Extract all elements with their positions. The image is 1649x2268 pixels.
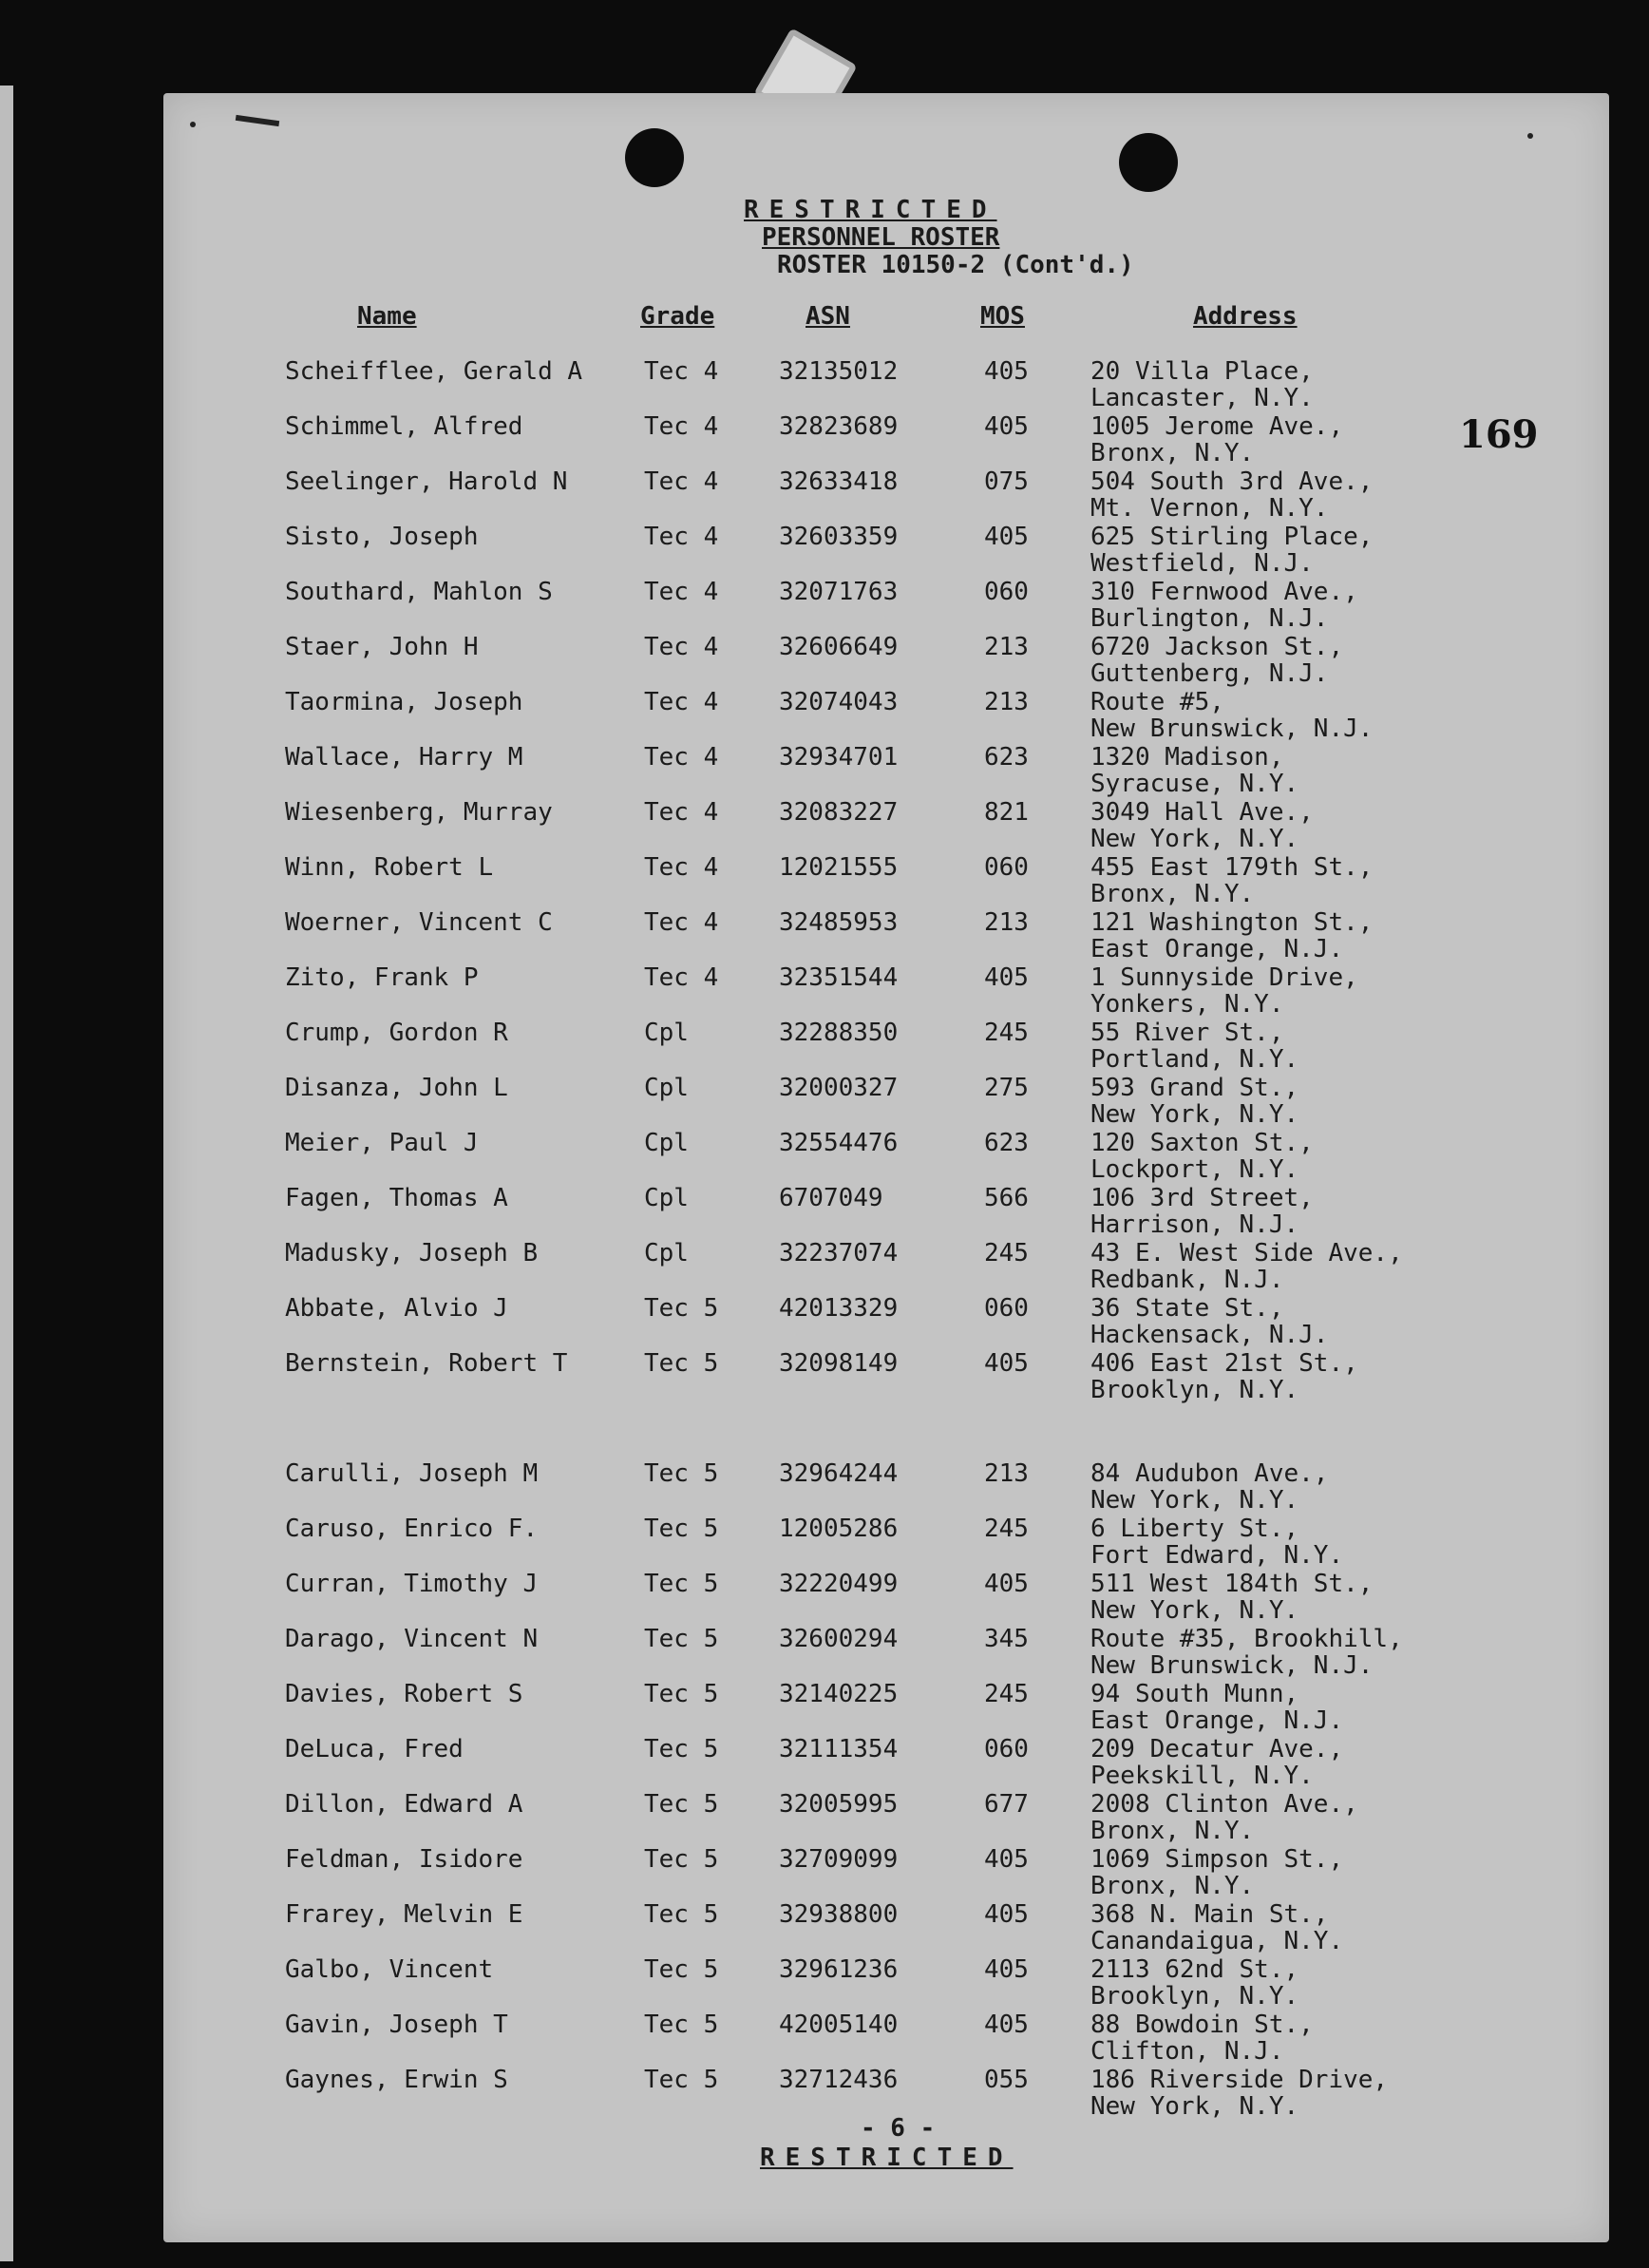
cell-name: Dillon, Edward A <box>285 1790 523 1819</box>
cell-addr2: Guttenberg, N.J. <box>1090 659 1329 688</box>
cell-name: Zito, Frank P <box>285 963 479 992</box>
cell-grade: Tec 4 <box>644 853 719 882</box>
cell-addr2: Brooklyn, N.Y. <box>1090 1376 1299 1404</box>
cell-addr2: Clifton, N.J. <box>1090 2037 1284 2066</box>
cell-addr1: 20 Villa Place, <box>1090 357 1314 386</box>
cell-mos: 060 <box>984 1735 1029 1763</box>
cell-mos: 623 <box>984 743 1029 772</box>
cell-grade: Tec 4 <box>644 578 719 606</box>
cell-addr2: New York, N.Y. <box>1090 825 1299 853</box>
cell-mos: 623 <box>984 1129 1029 1157</box>
cell-asn: 32220499 <box>779 1570 899 1598</box>
cell-mos: 405 <box>984 1570 1029 1598</box>
cell-grade: Tec 4 <box>644 798 719 827</box>
cell-grade: Tec 5 <box>644 1515 719 1543</box>
cell-name: Bernstein, Robert T <box>285 1349 568 1378</box>
cell-addr1: 310 Fernwood Ave., <box>1090 578 1358 606</box>
cell-addr1: 94 South Munn, <box>1090 1680 1299 1708</box>
cell-asn: 32964244 <box>779 1459 899 1488</box>
cell-addr1: 43 E. West Side Ave., <box>1090 1239 1403 1267</box>
cell-asn: 32111354 <box>779 1735 899 1763</box>
cell-mos: 405 <box>984 1955 1029 1984</box>
cell-addr1: 1069 Simpson St., <box>1090 1845 1344 1874</box>
cell-addr1: 120 Saxton St., <box>1090 1129 1314 1157</box>
cell-mos: 275 <box>984 1074 1029 1102</box>
cell-mos: 060 <box>984 1294 1029 1323</box>
cell-addr1: 1005 Jerome Ave., <box>1090 412 1344 441</box>
cell-asn: 32083227 <box>779 798 899 827</box>
table-row <box>0 412 1649 467</box>
cell-addr1: Route #5, <box>1090 688 1224 716</box>
column-header-grade: Grade <box>640 302 715 331</box>
table-row <box>0 1019 1649 1074</box>
cell-name: Southard, Mahlon S <box>285 578 553 606</box>
table-row <box>0 688 1649 743</box>
cell-asn: 32074043 <box>779 688 899 716</box>
cell-mos: 245 <box>984 1680 1029 1708</box>
cell-mos: 213 <box>984 633 1029 661</box>
cell-asn: 32005995 <box>779 1790 899 1819</box>
cell-name: Wallace, Harry M <box>285 743 523 772</box>
cell-addr1: 186 Riverside Drive, <box>1090 2066 1389 2094</box>
cell-addr2: East Orange, N.J. <box>1090 935 1344 963</box>
cell-addr2: Lancaster, N.Y. <box>1090 384 1314 412</box>
cell-addr1: 6720 Jackson St., <box>1090 633 1344 661</box>
cell-addr2: Mt. Vernon, N.Y. <box>1090 494 1329 523</box>
cell-addr2: New York, N.Y. <box>1090 2092 1299 2121</box>
cell-name: Meier, Paul J <box>285 1129 479 1157</box>
cell-addr1: 2008 Clinton Ave., <box>1090 1790 1358 1819</box>
cell-mos: 405 <box>984 523 1029 551</box>
table-row <box>0 853 1649 908</box>
cell-addr2: Bronx, N.Y. <box>1090 1872 1255 1900</box>
cell-grade: Tec 5 <box>644 1955 719 1984</box>
cell-grade: Tec 4 <box>644 412 719 441</box>
cell-addr1: 84 Audubon Ave., <box>1090 1459 1329 1488</box>
cell-mos: 566 <box>984 1184 1029 1212</box>
cell-name: Davies, Robert S <box>285 1680 523 1708</box>
cell-addr1: 88 Bowdoin St., <box>1090 2011 1314 2039</box>
table-row <box>0 1294 1649 1349</box>
table-row <box>0 633 1649 688</box>
cell-name: Disanza, John L <box>285 1074 508 1102</box>
cell-addr2: Harrison, N.J. <box>1090 1210 1299 1239</box>
cell-grade: Tec 5 <box>644 2011 719 2039</box>
page-stamp-number: 169 <box>1459 412 1539 457</box>
table-row <box>0 1790 1649 1845</box>
cell-grade: Tec 5 <box>644 1570 719 1598</box>
cell-addr2: Yonkers, N.Y. <box>1090 990 1284 1019</box>
cell-asn: 32934701 <box>779 743 899 772</box>
cell-addr1: 36 State St., <box>1090 1294 1284 1323</box>
cell-mos: 677 <box>984 1790 1029 1819</box>
cell-addr1: 593 Grand St., <box>1090 1074 1299 1102</box>
cell-addr2: Redbank, N.J. <box>1090 1266 1284 1294</box>
cell-asn: 32098149 <box>779 1349 899 1378</box>
column-header-name: Name <box>357 302 417 331</box>
table-row <box>0 578 1649 633</box>
cell-addr2: Syracuse, N.Y. <box>1090 770 1299 798</box>
cell-grade: Cpl <box>644 1184 689 1212</box>
cell-grade: Tec 5 <box>644 1349 719 1378</box>
cell-addr2: Fort Edward, N.Y. <box>1090 1541 1344 1570</box>
column-header-asn: ASN <box>806 302 850 331</box>
cell-addr2: New York, N.Y. <box>1090 1100 1299 1129</box>
cell-name: Crump, Gordon R <box>285 1019 508 1047</box>
table-row <box>0 467 1649 523</box>
cell-asn: 32071763 <box>779 578 899 606</box>
cell-asn: 32600294 <box>779 1625 899 1653</box>
cell-mos: 213 <box>984 688 1029 716</box>
cell-name: Gaynes, Erwin S <box>285 2066 508 2094</box>
cell-addr1: 1320 Madison, <box>1090 743 1284 772</box>
cell-addr1: 3049 Hall Ave., <box>1090 798 1314 827</box>
cell-addr2: New Brunswick, N.J. <box>1090 1651 1374 1680</box>
cell-mos: 405 <box>984 963 1029 992</box>
cell-addr1: 625 Stirling Place, <box>1090 523 1374 551</box>
cell-name: Frarey, Melvin E <box>285 1900 523 1929</box>
column-header-mos: MOS <box>980 302 1025 331</box>
cell-name: Winn, Robert L <box>285 853 494 882</box>
cell-mos: 060 <box>984 578 1029 606</box>
table-row <box>0 2011 1649 2066</box>
cell-mos: 055 <box>984 2066 1029 2094</box>
cell-grade: Tec 5 <box>644 1680 719 1708</box>
table-row <box>0 2066 1649 2121</box>
cell-grade: Cpl <box>644 1129 689 1157</box>
restricted-heading: RESTRICTED <box>744 196 997 224</box>
table-row <box>0 1955 1649 2011</box>
cell-mos: 405 <box>984 357 1029 386</box>
cell-asn: 32606649 <box>779 633 899 661</box>
cell-name: Staer, John H <box>285 633 479 661</box>
cell-asn: 32603359 <box>779 523 899 551</box>
cell-addr1: 406 East 21st St., <box>1090 1349 1358 1378</box>
table-row <box>0 1845 1649 1900</box>
cell-asn: 32709099 <box>779 1845 899 1874</box>
table-row <box>0 357 1649 412</box>
cell-grade: Tec 4 <box>644 523 719 551</box>
cell-mos: 060 <box>984 853 1029 882</box>
restricted-footer: RESTRICTED <box>760 2144 1014 2172</box>
cell-mos: 405 <box>984 1349 1029 1378</box>
table-row <box>0 1735 1649 1790</box>
cell-addr2: Hackensack, N.J. <box>1090 1321 1329 1349</box>
cell-asn: 6707049 <box>779 1184 883 1212</box>
cell-addr1: 121 Washington St., <box>1090 908 1374 937</box>
cell-name: Darago, Vincent N <box>285 1625 539 1653</box>
cell-addr2: Bronx, N.Y. <box>1090 1817 1255 1845</box>
cell-name: Taormina, Joseph <box>285 688 523 716</box>
cell-grade: Tec 5 <box>644 2066 719 2094</box>
cell-grade: Tec 4 <box>644 908 719 937</box>
cell-addr2: New York, N.Y. <box>1090 1486 1299 1515</box>
cell-asn: 32288350 <box>779 1019 899 1047</box>
cell-addr1: 504 South 3rd Ave., <box>1090 467 1374 496</box>
cell-addr2: Portland, N.Y. <box>1090 1045 1299 1074</box>
cell-mos: 245 <box>984 1019 1029 1047</box>
cell-mos: 405 <box>984 2011 1029 2039</box>
cell-asn: 32823689 <box>779 412 899 441</box>
cell-name: Woerner, Vincent C <box>285 908 553 937</box>
cell-grade: Tec 4 <box>644 688 719 716</box>
cell-mos: 075 <box>984 467 1029 496</box>
roster-title: PERSONNEL ROSTER <box>762 223 1000 252</box>
cell-asn: 32712436 <box>779 2066 899 2094</box>
cell-name: Seelinger, Harold N <box>285 467 568 496</box>
cell-grade: Tec 5 <box>644 1845 719 1874</box>
cell-addr1: Route #35, Brookhill, <box>1090 1625 1403 1653</box>
cell-grade: Cpl <box>644 1239 689 1267</box>
table-row <box>0 1459 1649 1515</box>
cell-name: Schimmel, Alfred <box>285 412 523 441</box>
cell-name: Galbo, Vincent <box>285 1955 494 1984</box>
table-row <box>0 1184 1649 1239</box>
cell-addr2: Westfield, N.J. <box>1090 549 1314 578</box>
table-row <box>0 1515 1649 1570</box>
cell-grade: Tec 4 <box>644 963 719 992</box>
cell-name: Fagen, Thomas A <box>285 1184 508 1212</box>
cell-grade: Tec 4 <box>644 633 719 661</box>
table-row <box>0 1129 1649 1184</box>
cell-name: DeLuca, Fred <box>285 1735 464 1763</box>
table-row <box>0 523 1649 578</box>
cell-asn: 32000327 <box>779 1074 899 1102</box>
table-row <box>0 963 1649 1019</box>
cell-addr1: 6 Liberty St., <box>1090 1515 1299 1543</box>
cell-asn: 32938800 <box>779 1900 899 1929</box>
cell-asn: 32633418 <box>779 467 899 496</box>
cell-name: Curran, Timothy J <box>285 1570 539 1598</box>
cell-addr1: 455 East 179th St., <box>1090 853 1374 882</box>
cell-asn: 32351544 <box>779 963 899 992</box>
cell-mos: 405 <box>984 412 1029 441</box>
cell-asn: 42005140 <box>779 2011 899 2039</box>
cell-addr2: East Orange, N.J. <box>1090 1706 1344 1735</box>
table-row <box>0 798 1649 853</box>
cell-addr2: Canandaigua, N.Y. <box>1090 1927 1344 1955</box>
cell-addr1: 511 West 184th St., <box>1090 1570 1374 1598</box>
table-row <box>0 1680 1649 1735</box>
cell-addr2: Bronx, N.Y. <box>1090 439 1255 467</box>
cell-addr1: 106 3rd Street, <box>1090 1184 1314 1212</box>
cell-grade: Cpl <box>644 1019 689 1047</box>
cell-grade: Tec 4 <box>644 357 719 386</box>
cell-mos: 405 <box>984 1900 1029 1929</box>
cell-asn: 32961236 <box>779 1955 899 1984</box>
cell-asn: 42013329 <box>779 1294 899 1323</box>
cell-grade: Tec 5 <box>644 1900 719 1929</box>
cell-mos: 345 <box>984 1625 1029 1653</box>
cell-mos: 213 <box>984 1459 1029 1488</box>
cell-addr2: Lockport, N.Y. <box>1090 1155 1299 1184</box>
cell-mos: 245 <box>984 1515 1029 1543</box>
cell-addr1: 1 Sunnyside Drive, <box>1090 963 1358 992</box>
cell-addr1: 368 N. Main St., <box>1090 1900 1329 1929</box>
cell-name: Wiesenberg, Murray <box>285 798 553 827</box>
table-row <box>0 1074 1649 1129</box>
roster-subtitle: ROSTER 10150-2 (Cont'd.) <box>777 251 1134 279</box>
cell-name: Gavin, Joseph T <box>285 2011 508 2039</box>
cell-addr2: Bronx, N.Y. <box>1090 880 1255 908</box>
cell-asn: 32237074 <box>779 1239 899 1267</box>
cell-asn: 32554476 <box>779 1129 899 1157</box>
cell-grade: Tec 5 <box>644 1459 719 1488</box>
cell-asn: 32485953 <box>779 908 899 937</box>
cell-mos: 213 <box>984 908 1029 937</box>
cell-name: Sisto, Joseph <box>285 523 479 551</box>
table-row <box>0 908 1649 963</box>
cell-mos: 245 <box>984 1239 1029 1267</box>
cell-grade: Tec 5 <box>644 1294 719 1323</box>
cell-asn: 12021555 <box>779 853 899 882</box>
cell-name: Caruso, Enrico F. <box>285 1515 539 1543</box>
table-row <box>0 1239 1649 1294</box>
cell-name: Abbate, Alvio J <box>285 1294 508 1323</box>
cell-name: Scheifflee, Gerald A <box>285 357 583 386</box>
table-row <box>0 1625 1649 1680</box>
cell-mos: 405 <box>984 1845 1029 1874</box>
cell-asn: 32135012 <box>779 357 899 386</box>
table-row <box>0 1349 1649 1404</box>
cell-asn: 12005286 <box>779 1515 899 1543</box>
cell-addr1: 2113 62nd St., <box>1090 1955 1299 1984</box>
table-row <box>0 743 1649 798</box>
page-number: - 6 - <box>861 2114 936 2143</box>
table-row <box>0 1570 1649 1625</box>
cell-addr2: Peekskill, N.Y. <box>1090 1762 1314 1790</box>
cell-addr2: New York, N.Y. <box>1090 1596 1299 1625</box>
cell-name: Madusky, Joseph B <box>285 1239 539 1267</box>
cell-grade: Tec 4 <box>644 467 719 496</box>
column-header-address: Address <box>1193 302 1298 331</box>
cell-addr1: 209 Decatur Ave., <box>1090 1735 1344 1763</box>
cell-name: Feldman, Isidore <box>285 1845 523 1874</box>
cell-addr2: Burlington, N.J. <box>1090 604 1329 633</box>
cell-grade: Cpl <box>644 1074 689 1102</box>
cell-asn: 32140225 <box>779 1680 899 1708</box>
cell-grade: Tec 5 <box>644 1735 719 1763</box>
table-row <box>0 1900 1649 1955</box>
cell-mos: 821 <box>984 798 1029 827</box>
cell-addr2: Brooklyn, N.Y. <box>1090 1982 1299 2011</box>
cell-grade: Tec 4 <box>644 743 719 772</box>
cell-grade: Tec 5 <box>644 1790 719 1819</box>
cell-name: Carulli, Joseph M <box>285 1459 539 1488</box>
cell-grade: Tec 5 <box>644 1625 719 1653</box>
cell-addr1: 55 River St., <box>1090 1019 1284 1047</box>
cell-addr2: New Brunswick, N.J. <box>1090 715 1374 743</box>
